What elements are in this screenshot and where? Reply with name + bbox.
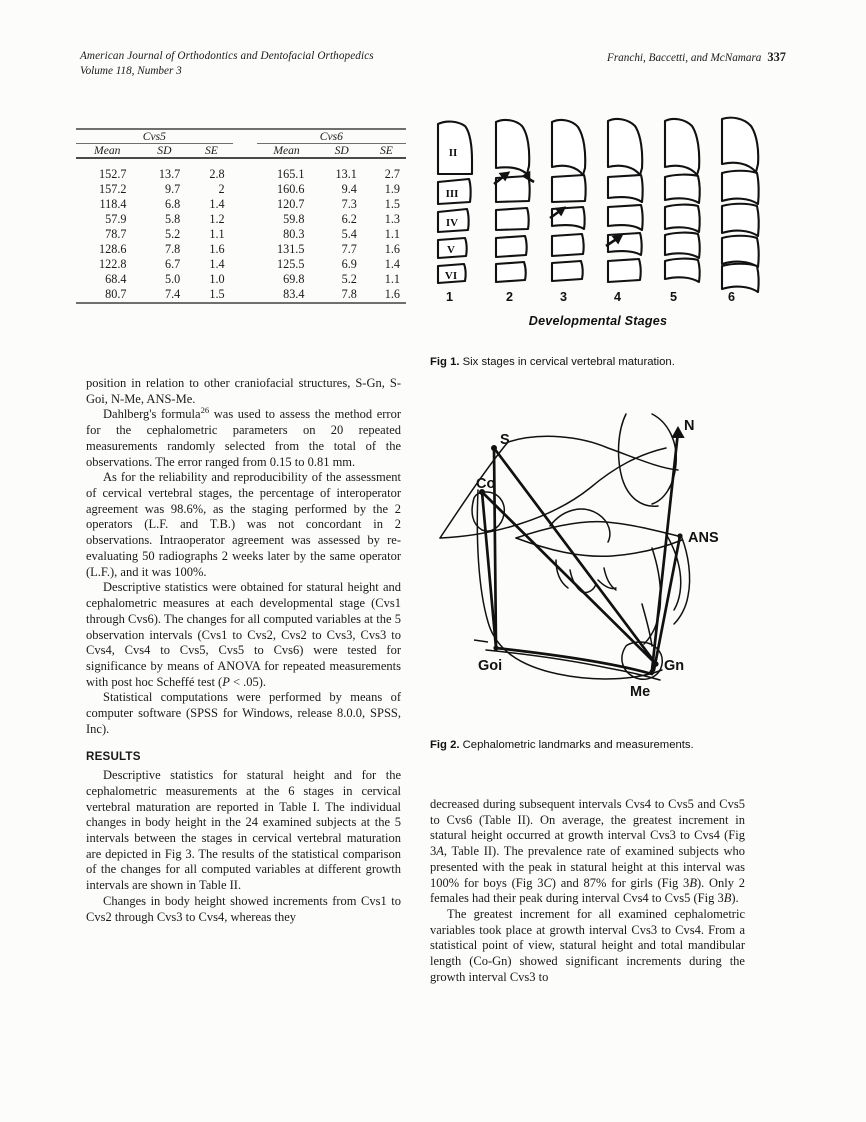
landmark-label-N: N	[684, 418, 695, 434]
table-cell-gap	[233, 197, 257, 212]
paragraph-right-continued	[430, 797, 745, 907]
paragraph-greatest-increment: The greatest increment for all examined cephalometric variables took place at growth interval Cvs3 to Cvs4. From a statistical point of view, statural height and total mandibular length (Co-Gn) showed significant increments during the growth interval Cvs3 to	[430, 907, 745, 984]
stage-number-6: 6	[728, 290, 736, 304]
paragraph-software: Statistical computations were performed by means of computer software (SPSS for Windows, release 8.0.0, SPSS, Inc).	[86, 690, 401, 736]
table-group-header-row	[76, 129, 406, 144]
table-cell: 7.3	[341, 197, 357, 211]
table-cell: 1.1	[384, 272, 400, 286]
table-cell: 1.4	[209, 257, 225, 271]
table-cell: 59.8	[283, 212, 305, 226]
figure-2-caption-label: Fig 2.	[430, 739, 460, 751]
vertebra-label-III: III	[445, 188, 459, 200]
table-cell: 165.1	[277, 167, 305, 181]
table-cell: 78.7	[105, 227, 127, 241]
table-cell: 2.8	[209, 167, 225, 181]
table-cell: 5.0	[165, 272, 181, 286]
table-cell: 1.1	[384, 227, 400, 241]
table-cell: 5.8	[165, 212, 181, 226]
body-column-left	[86, 376, 401, 925]
right-text-b: , Table II). The prevalence rate of examined subjects who presented with the peak in statural height at this interval was 100% for boys (Fig 3	[430, 844, 745, 890]
table-cell-gap	[233, 272, 257, 287]
table-cell: 5.2	[165, 227, 181, 241]
table-cell: 6.8	[165, 197, 181, 211]
table-cell: 1.1	[209, 227, 225, 241]
table-cell: 1.5	[209, 287, 225, 301]
col-header-sd-cvs5: SD	[157, 144, 172, 157]
table-cell: 1.6	[384, 287, 400, 301]
table-cell: 118.4	[99, 197, 127, 211]
table-bottom-rule	[76, 303, 406, 311]
table-cell: 6.7	[165, 257, 181, 271]
col-header-mean-cvs5: Mean	[94, 144, 121, 157]
p-value-symbol: P	[222, 674, 230, 689]
table-cell: 5.2	[341, 272, 357, 286]
reference-superscript-26: 26	[200, 405, 210, 416]
table-cell: 1.5	[384, 197, 400, 211]
table-row	[76, 242, 406, 257]
vertebra-label-VI: VI	[444, 270, 458, 282]
table-cell: 157.2	[99, 182, 127, 196]
figure-2-caption-text: Cephalometric landmarks and measurements.	[459, 739, 694, 751]
table-cell: 1.9	[384, 182, 400, 196]
table-cell: 1.2	[209, 212, 225, 226]
paragraph-results-2: Changes in body height showed increments from Cvs1 to Cvs2 through Cvs3 to Cvs4, whereas they	[86, 893, 401, 924]
table-cell: 13.7	[158, 167, 181, 181]
figure-1-caption	[430, 355, 760, 370]
landmark-label-Me: Me	[630, 684, 651, 700]
col-header-se-cvs5: SE	[204, 144, 218, 157]
table-cell: 1.6	[384, 242, 400, 256]
table-cell-gap	[233, 257, 257, 272]
dahlberg-text-a: Dahlberg's formula	[103, 407, 201, 422]
table-row	[76, 272, 406, 287]
fig-ref-3B-2: B	[723, 891, 732, 906]
table-cell-gap	[233, 212, 257, 227]
table-row	[76, 197, 406, 212]
group-header-cvs6: Cvs6	[257, 129, 406, 144]
body-column-right	[430, 797, 745, 986]
volume-issue: Volume 118, Number 3	[80, 65, 182, 77]
table-cell-gap	[233, 227, 257, 242]
table-cell-gap	[233, 182, 257, 197]
col-header-mean-cvs6: Mean	[273, 144, 300, 157]
paragraph-dahlberg	[86, 407, 401, 470]
table-cell: 57.9	[105, 212, 127, 226]
right-text-d: ). Only 2 females had their peak during interval Cvs4 to Cvs5 (Fig 3	[430, 875, 745, 906]
table-cell: 128.6	[99, 242, 127, 256]
figure-1-axis-label: Developmental Stages	[528, 314, 668, 328]
dahlberg-text-b: was used to assess the method error for the cephalometric parameters on 20 repeated measurements randomly selected from the total of the observations. The error ranged from 0.15 to 0.81 mm.	[86, 407, 401, 469]
fig-ref-3B-1: B	[689, 875, 697, 890]
table-row	[76, 227, 406, 242]
landmark-label-ANS: ANS	[688, 530, 719, 546]
right-text-c: ) and 87% for girls (Fig 3	[551, 875, 690, 890]
journal-name: American Journal of Orthodontics and Dentofacial Orthopedics	[80, 50, 374, 62]
table-cell: 13.1	[335, 167, 357, 181]
author-names: Franchi, Baccetti, and McNamara	[606, 52, 762, 64]
landmark-label-Gn: Gn	[664, 658, 685, 674]
table-cell: 1.0	[209, 272, 225, 286]
table-cell: 68.4	[105, 272, 127, 286]
paragraph-continued: position in relation to other craniofacial structures, S-Gn, S-Goi, N-Me, ANS-Me.	[86, 376, 401, 406]
figure-1-caption-label: Fig 1.	[430, 356, 460, 368]
table-cell: 9.4	[341, 182, 357, 196]
figure-2-cephalometric-tracing	[430, 408, 766, 720]
table-cell: 9.7	[165, 182, 181, 196]
figure-1-caption-text: Six stages in cervical vertebral maturation.	[459, 356, 675, 368]
table-cell: 2.7	[384, 167, 400, 181]
right-text-a: decreased during subsequent intervals Cvs4 to Cvs5 and Cvs5 to Cvs6 (Table II). On average, the greatest increment in statural height occurred at growth interval Cvs3 to Cvs4 (Fig 3	[430, 797, 745, 859]
figure-1-drawing	[428, 116, 768, 296]
table-cell: 1.6	[209, 242, 225, 256]
table-cell: 7.7	[341, 242, 357, 256]
table-cell: 83.4	[283, 287, 305, 301]
table-cell: 131.5	[277, 242, 305, 256]
stage-number-4: 4	[614, 290, 622, 304]
table-cell: 6.9	[341, 257, 357, 271]
fig-ref-3A: A	[436, 844, 444, 859]
table-row	[76, 212, 406, 227]
figure-2-caption	[430, 738, 760, 753]
table-cell: 7.8	[341, 287, 357, 301]
table-cell: 80.3	[283, 227, 305, 241]
table-cell: 1.4	[209, 197, 225, 211]
table-cell: 125.5	[277, 257, 305, 271]
table-cell: 120.7	[277, 197, 305, 211]
authors-and-page	[607, 50, 786, 65]
stage-number-2: 2	[506, 290, 514, 304]
table-body	[76, 167, 406, 303]
table-row	[76, 257, 406, 272]
descriptive-text-a: Descriptive statistics were obtained for statural height and cephalometric measures at each developmental stage (Cvs1 through Cvs6). The changes for all computed variables at the 5 observation intervals (Cvs1 to Cvs2, Cvs2 to Cvs3, Cvs3 to Cvs4, Cvs4 to Cvs5, Cvs5 to Cvs6) were tested for significance by means of ANOVA for repeated measurements with post hoc Scheffé test (	[86, 580, 401, 689]
table-cell-gap	[233, 167, 257, 182]
stage-number-5: 5	[670, 290, 678, 304]
stage-number-3: 3	[560, 290, 568, 304]
table-cell: 6.2	[341, 212, 357, 226]
table-cell: 152.7	[99, 167, 127, 181]
figure-1-cervical-stages	[428, 116, 768, 348]
table-row	[76, 182, 406, 197]
table-cell: 2	[218, 182, 225, 196]
statistics-table	[76, 128, 406, 311]
table-row	[76, 287, 406, 303]
vertebra-label-IV: IV	[445, 217, 459, 229]
page-number: 337	[767, 50, 786, 64]
table-cell: 7.4	[165, 287, 181, 301]
stage-number-1: 1	[446, 290, 454, 304]
landmark-label-Goi: Goi	[478, 658, 503, 674]
table-cell: 5.4	[341, 227, 357, 241]
table-row	[76, 167, 406, 182]
table-cell: 122.8	[99, 257, 127, 271]
figure-1-stage-numbers	[428, 290, 768, 310]
paragraph-reliability: As for the reliability and reproducibility of the assessment of cervical vertebral stages, the percentage of interoperator agreement was 98.6%, as the staging performed by the 2 operators (L.F. and T.B.) was not concordant in 2 observations. Intraoperator agreement was assessed by re-evaluating 50 radiographs 2 weeks later by the same operator (L.F.), and it was 100%.	[86, 470, 401, 579]
group-header-cvs5: Cvs5	[76, 129, 233, 144]
table-cell: 7.8	[165, 242, 181, 256]
table-column-header-row	[76, 144, 406, 158]
fig-ref-3C: C	[543, 875, 552, 890]
table-header-rule	[76, 158, 406, 167]
table-cell: 69.8	[283, 272, 305, 286]
table-cell: 80.7	[105, 287, 127, 301]
running-head	[80, 50, 786, 84]
table-cell: 1.4	[384, 257, 400, 271]
col-header-se-cvs6: SE	[379, 144, 393, 157]
table-cell-gap	[233, 242, 257, 257]
figure-2-drawing	[430, 408, 766, 708]
heading-results: RESULTS	[86, 749, 141, 763]
table-cell-gap	[233, 287, 257, 303]
vertebra-label-II: II	[448, 147, 458, 159]
group-header-gap	[233, 129, 257, 144]
landmark-label-Co: Co	[476, 476, 496, 492]
right-text-e: ).	[731, 891, 739, 906]
paragraph-descriptive-stats	[86, 580, 401, 690]
table-cell: 1.3	[384, 212, 400, 226]
landmark-label-S: S	[500, 432, 510, 448]
paragraph-results-1: Descriptive statistics for statural height and for the cephalometric measurements at the 6 stages in cervical vertebral maturation are reported in Table I. The individual changes in body height in the 24 examined subjects at the 5 intervals between the stages in cervical vertebral maturation are depicted in Fig 3. The results of the statistical comparison of the changes for all computed variables at different growth intervals are shown in Table II.	[86, 768, 401, 893]
vertebra-label-V: V	[447, 244, 455, 256]
descriptive-text-b: < .05).	[229, 674, 267, 689]
col-header-sd-cvs6: SD	[334, 144, 349, 157]
table-cell: 160.6	[277, 182, 305, 196]
